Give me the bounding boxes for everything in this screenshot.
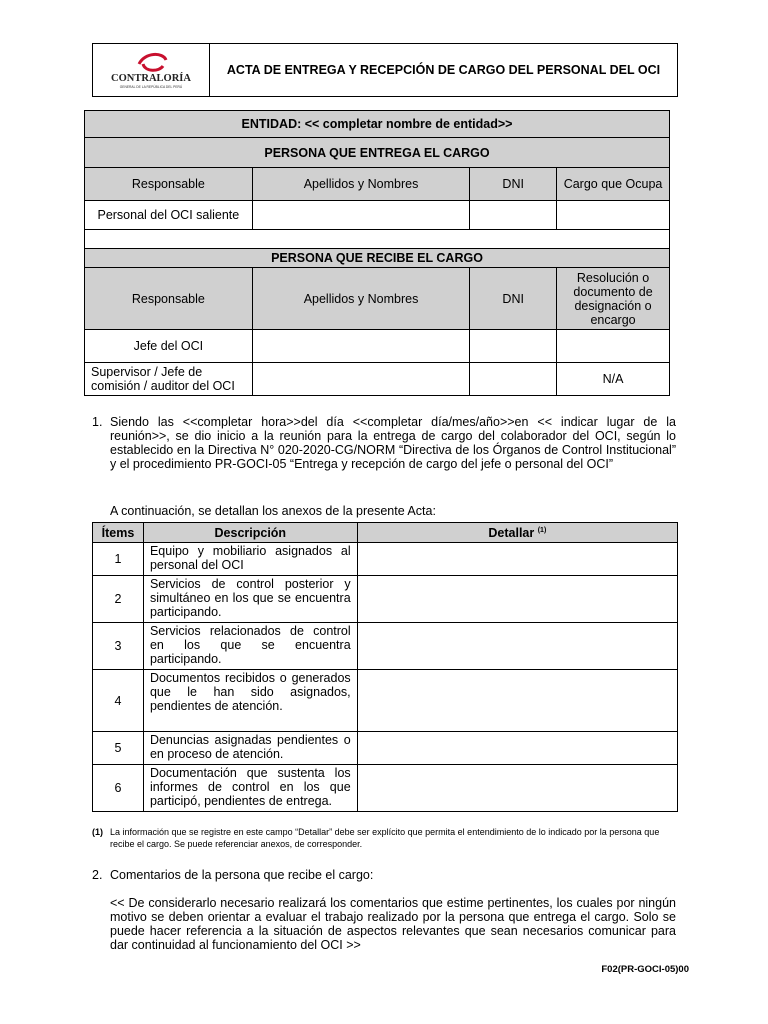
entity-row: ENTIDAD: << completar nombre de entidad>> bbox=[85, 111, 670, 138]
table-row bbox=[93, 543, 678, 576]
col-header-resolution: Resolución o documento de designación o encargo bbox=[557, 268, 670, 330]
receives-resolution-field[interactable] bbox=[557, 330, 670, 363]
item-description: Denuncias asignadas pendientes o en proceso de atención. bbox=[143, 732, 357, 765]
section-1-text: Siendo las <<completar hora>>del día <<completar día/mes/año>>en << indicar lugar de la reunión>>, se dio inicio a la reunión para la entrega de cargo del colaborador del OCI, según lo establecido en la Directiva N° 020-2020-CG/NORM “Directiva de los Órganos de Control Institucional” y el procedimiento PR-GOCI-05 “Entrega y recepción de cargo del jefe o personal del OCI” bbox=[110, 415, 676, 471]
item-number: 2 bbox=[93, 576, 144, 623]
table-row bbox=[93, 670, 678, 732]
annex-header-detail-label: Detallar bbox=[488, 526, 535, 541]
footnote-text: La información que se registre en este campo “Detallar” debe ser explícito que permita el entendimiento de lo indicado por la persona que recibe el cargo. Se puede referenciar anexos, de corresponder. bbox=[110, 827, 660, 849]
handover-info-table bbox=[84, 110, 670, 396]
table-row bbox=[93, 576, 678, 623]
col-header-responsable: Responsable bbox=[85, 168, 253, 201]
delivers-dni-field[interactable] bbox=[470, 201, 557, 230]
document-title: ACTA DE ENTREGA Y RECEPCIÓN DE CARGO DEL PERSONAL DEL OCI bbox=[210, 44, 678, 97]
item-number: 6 bbox=[93, 765, 144, 812]
contraloria-logo-icon bbox=[103, 48, 199, 92]
delivers-position-field[interactable] bbox=[557, 201, 670, 230]
logo-name: CONTRALORÍA bbox=[111, 73, 191, 84]
receives-responsable: Jefe del OCI bbox=[85, 330, 253, 363]
spacer-row bbox=[85, 230, 670, 249]
col-header-position: Cargo que Ocupa bbox=[557, 168, 670, 201]
annex-header-items: Ítems bbox=[93, 523, 144, 543]
item-number: 5 bbox=[93, 732, 144, 765]
logo-subtitle: GENERAL DE LA REPÚBLICA DEL PERÚ bbox=[119, 85, 183, 89]
supervisor-resolution: N/A bbox=[557, 363, 670, 396]
item-detail-field[interactable] bbox=[357, 670, 677, 732]
item-detail-field[interactable] bbox=[357, 576, 677, 623]
item-description: Equipo y mobiliario asignados al personal del OCI bbox=[143, 543, 357, 576]
delivers-responsable: Personal del OCI saliente bbox=[85, 201, 253, 230]
item-detail-field[interactable] bbox=[357, 543, 677, 576]
item-description: Servicios relacionados de control en los que se encuentra participando. bbox=[143, 623, 357, 670]
item-number: 1 bbox=[93, 543, 144, 576]
section-2-title: Comentarios de la persona que recibe el cargo: bbox=[110, 868, 374, 882]
item-detail-field[interactable] bbox=[357, 765, 677, 812]
item-description: Documentos recibidos o generados que le han sido asignados, pendientes de atención. bbox=[143, 670, 357, 732]
col-header-dni: DNI bbox=[470, 268, 557, 330]
annex-intro: A continuación, se detallan los anexos de la presente Acta: bbox=[110, 504, 436, 518]
item-detail-field[interactable] bbox=[357, 623, 677, 670]
annex-header-description: Descripción bbox=[143, 523, 357, 543]
item-description: Servicios de control posterior y simultáneo en los que se encuentra participando. bbox=[143, 576, 357, 623]
receives-section-title: PERSONA QUE RECIBE EL CARGO bbox=[85, 249, 670, 268]
item-number: 4 bbox=[93, 670, 144, 732]
document-header bbox=[92, 43, 678, 97]
supervisor-dni-field[interactable] bbox=[470, 363, 557, 396]
col-header-dni: DNI bbox=[470, 168, 557, 201]
item-description: Documentación que sustenta los informes de control en los que participó, pendientes de entrega. bbox=[143, 765, 357, 812]
table-row bbox=[93, 623, 678, 670]
table-row bbox=[93, 765, 678, 812]
item-detail-field[interactable] bbox=[357, 732, 677, 765]
section-1-number: 1. bbox=[92, 415, 103, 429]
footnote-ref: (1) bbox=[537, 527, 547, 535]
receives-names-field[interactable] bbox=[252, 330, 470, 363]
annex-header-detail bbox=[357, 523, 677, 543]
delivers-section-title: PERSONA QUE ENTREGA EL CARGO bbox=[85, 138, 670, 168]
logo-cell bbox=[93, 44, 210, 97]
section-2-text: << De considerarlo necesario realizará los comentarios que estime pertinentes, los cuales por ningún motivo se deben orientar a evaluar el trabajo realizado por la persona que entrega el cargo. Solo se puede hacer referencia a la situación de aspectos relevantes que sean necesarios comunicar para dar continuidad al funcionamiento del OCI >> bbox=[110, 896, 676, 952]
col-header-names: Apellidos y Nombres bbox=[252, 168, 470, 201]
supervisor-names-field[interactable] bbox=[252, 363, 470, 396]
form-code: F02(PR-GOCI-05)00 bbox=[601, 964, 689, 975]
col-header-responsable: Responsable bbox=[85, 268, 253, 330]
section-2-number: 2. bbox=[92, 868, 103, 882]
col-header-names: Apellidos y Nombres bbox=[252, 268, 470, 330]
annex-table bbox=[92, 522, 678, 812]
item-number: 3 bbox=[93, 623, 144, 670]
delivers-names-field[interactable] bbox=[252, 201, 470, 230]
supervisor-responsable: Supervisor / Jefe de comisión / auditor del OCI bbox=[85, 363, 253, 396]
table-row bbox=[93, 732, 678, 765]
receives-dni-field[interactable] bbox=[470, 330, 557, 363]
footnote-mark: (1) bbox=[92, 827, 103, 837]
footnote bbox=[92, 826, 678, 850]
